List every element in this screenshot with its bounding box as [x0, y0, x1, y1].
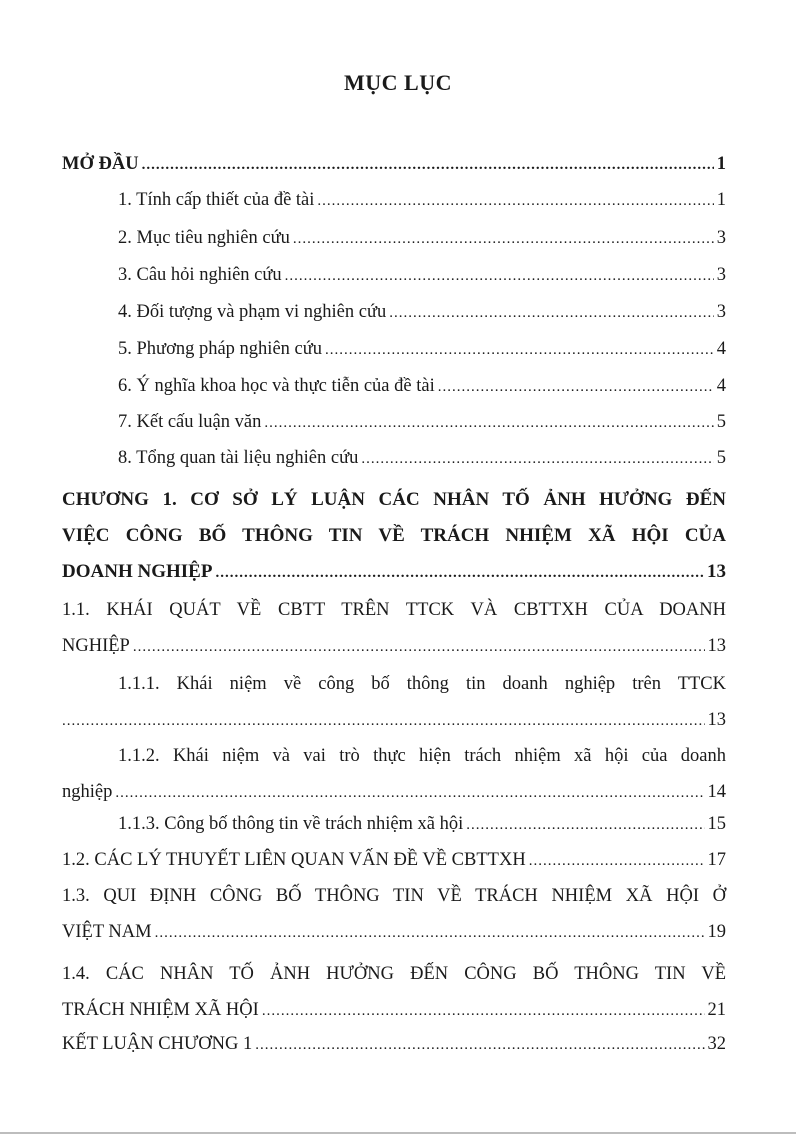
toc-leader-dots — [115, 775, 704, 811]
toc-entry-1-4[interactable] — [62, 956, 726, 1029]
toc-page-number: 5 — [716, 412, 726, 432]
toc-entry-label: 5. Phương pháp nghiên cứu — [118, 339, 323, 359]
toc-entry-mo-dau[interactable] — [62, 152, 726, 177]
toc-entry-section-8[interactable] — [118, 446, 726, 471]
toc-entry-section-7[interactable] — [118, 410, 726, 435]
toc-page-number: 14 — [707, 782, 726, 802]
toc-page-number: 17 — [707, 850, 726, 870]
toc-entry-1-1[interactable] — [62, 592, 726, 665]
toc-entry-1-3[interactable] — [62, 878, 726, 951]
toc-entry-section-5[interactable] — [118, 337, 726, 362]
toc-entry-label: 4. Đối tượng và phạm vi nghiên cứu — [118, 302, 387, 322]
toc-entry-1-1-1[interactable] — [62, 666, 726, 739]
toc-entry-1-1-2[interactable] — [62, 738, 726, 811]
toc-page-number: 13 — [707, 710, 726, 730]
toc-entry-section-6[interactable] — [118, 374, 726, 399]
toc-entry-label-line-2: VIỆT NAM — [62, 922, 152, 942]
toc-leader-dots — [438, 375, 714, 399]
toc-entry-label-line-2: TRÁCH NHIỆM XÃ HỘI — [62, 1000, 259, 1020]
toc-entry-label: 6. Ý nghĩa khoa học và thực tiễn của đề tài — [118, 376, 435, 396]
toc-entry-label: KẾT LUẬN CHƯƠNG 1 — [62, 1034, 253, 1054]
page-title: MỤC LỤC — [344, 70, 452, 95]
toc-leader-dots — [285, 264, 714, 288]
toc-page-number: 1 — [716, 190, 726, 210]
toc-leader-dots — [262, 993, 705, 1029]
toc-entry-label: 8. Tổng quan tài liệu nghiên cứu — [118, 448, 359, 468]
toc-entry-section-3[interactable] — [118, 263, 726, 288]
toc-page-number: 15 — [707, 814, 726, 834]
toc-leader-dots — [389, 301, 714, 325]
toc-page-number: 21 — [707, 1000, 726, 1020]
toc-entry-label-line-2: VIỆC CÔNG BỐ THÔNG TIN VỀ TRÁCH NHIỆM XÃ HỘI CỦA — [62, 525, 726, 546]
toc-entry-label-line-2: nghiệp — [62, 782, 113, 802]
toc-entry-label-line-1: 1.1. KHÁI QUÁT VỀ CBTT TRÊN TTCK VÀ CBTTXH CỦA DOANH — [62, 600, 726, 620]
toc-leader-dots — [155, 915, 705, 951]
toc-page-number: 3 — [716, 265, 726, 285]
toc-leader-dots — [361, 447, 713, 471]
toc-page-number: 32 — [707, 1034, 726, 1054]
toc-entry-label: 7. Kết cấu luận văn — [118, 412, 262, 432]
toc-entry-section-2[interactable] — [118, 226, 726, 251]
toc-leader-dots — [325, 338, 714, 362]
toc-leader-dots — [215, 555, 704, 591]
toc-leader-dots — [264, 411, 713, 435]
toc-entry-label-line-1: 1.1.1. Khái niệm về công bố thông tin doanh nghiệp trên TTCK — [118, 674, 726, 694]
toc-entry-1-1-3[interactable] — [118, 812, 726, 837]
toc-page-number: 4 — [716, 339, 726, 359]
page-bottom-edge — [0, 1132, 796, 1134]
toc-entry-label-line-1: CHƯƠNG 1. CƠ SỞ LÝ LUẬN CÁC NHÂN TỐ ẢNH HƯỞNG ĐẾN — [62, 489, 726, 510]
toc-entry-section-4[interactable] — [118, 300, 726, 325]
toc-leader-dots — [466, 813, 704, 837]
toc-page-number: 1 — [716, 154, 726, 174]
toc-entry-label: MỞ ĐẦU — [62, 154, 139, 174]
toc-leader-dots — [133, 629, 705, 665]
toc-entry-label: 3. Câu hỏi nghiên cứu — [118, 265, 282, 285]
toc-page-number: 13 — [707, 561, 726, 582]
toc-leader-dots — [293, 227, 714, 251]
toc-entry-label: 2. Mục tiêu nghiên cứu — [118, 228, 290, 248]
toc-entry-label-line-1: 1.3. QUI ĐỊNH CÔNG BỐ THÔNG TIN VỀ TRÁCH NHIỆM XÃ HỘI Ở — [62, 886, 726, 906]
toc-entry-label-line-1: 1.4. CÁC NHÂN TỐ ẢNH HƯỞNG ĐẾN CÔNG BỐ THÔNG TIN VỀ — [62, 964, 726, 984]
toc-entry-1-2[interactable] — [62, 848, 726, 873]
toc-leader-dots — [529, 849, 705, 873]
toc-page-number: 4 — [716, 376, 726, 396]
toc-page-number: 3 — [716, 302, 726, 322]
toc-page-number: 13 — [707, 636, 726, 656]
toc-entry-label-line-2: NGHIỆP — [62, 636, 130, 656]
toc-entry-label: 1.1.3. Công bố thông tin về trách nhiệm xã hội — [118, 814, 464, 834]
toc-entry-chapter-1[interactable] — [62, 482, 726, 591]
toc-leader-dots — [255, 1033, 704, 1057]
toc-entry-label: 1.2. CÁC LÝ THUYẾT LIÊN QUAN VẤN ĐỀ VỀ CBTTXH — [62, 850, 526, 870]
toc-entry-ket-luan-chuong-1[interactable] — [62, 1032, 726, 1057]
toc-entry-label-line-1: 1.1.2. Khái niệm và vai trò thực hiện trách nhiệm xã hội của doanh — [118, 746, 726, 766]
toc-leader-dots — [62, 703, 705, 739]
toc-leader-dots — [142, 153, 714, 177]
toc-entry-section-1[interactable] — [118, 188, 726, 213]
toc-page-number: 19 — [707, 922, 726, 942]
toc-page-number: 5 — [716, 448, 726, 468]
toc-entry-label-line-3: DOANH NGHIỆP — [62, 561, 213, 582]
toc-entry-label: 1. Tính cấp thiết của đề tài — [118, 190, 315, 210]
toc-page-number: 3 — [716, 228, 726, 248]
toc-leader-dots — [317, 189, 713, 213]
